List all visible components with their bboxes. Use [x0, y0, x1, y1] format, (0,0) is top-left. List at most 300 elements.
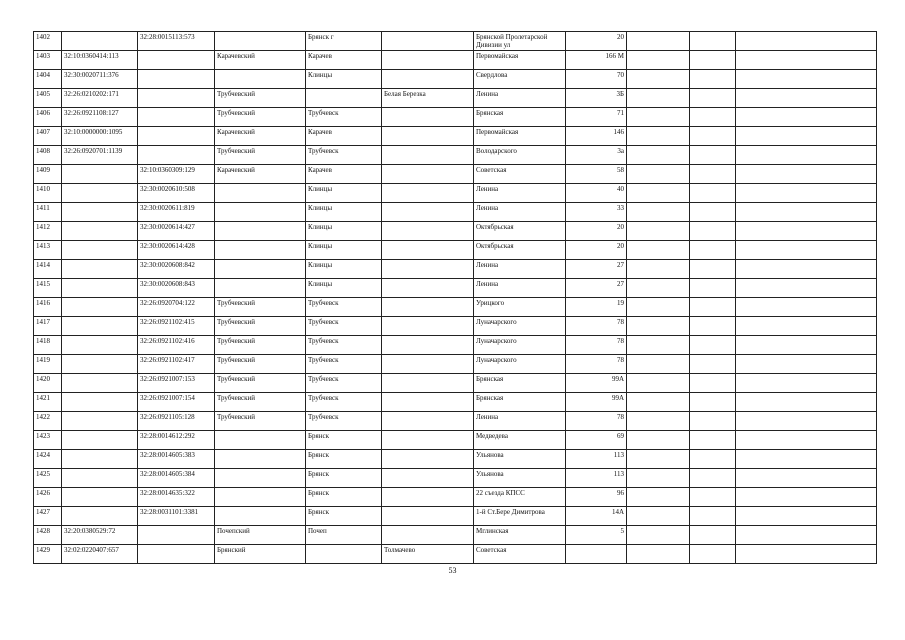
cell-extra-col-2	[690, 374, 736, 393]
cell-settlement	[382, 203, 474, 222]
cell-city: Клинцы	[306, 260, 382, 279]
table-row	[34, 89, 877, 108]
cell-row-number: 1429	[34, 545, 62, 564]
cell-city	[306, 89, 382, 108]
cell-street: Свердлова	[474, 70, 566, 89]
cell-cadastral-number-a	[62, 222, 138, 241]
cell-extra-col-1	[627, 317, 690, 336]
cell-extra-col-2	[690, 431, 736, 450]
cell-cadastral-number-b: 32:28:0014612:292	[138, 431, 215, 450]
cell-house-number: 69	[566, 431, 627, 450]
cell-settlement	[382, 127, 474, 146]
cell-district: Трубчевский	[215, 336, 306, 355]
cell-street: Октябрьская	[474, 222, 566, 241]
cell-extra-col-2	[690, 165, 736, 184]
cell-district: Трубчевский	[215, 89, 306, 108]
cell-city: Брянск	[306, 469, 382, 488]
cell-cadastral-number-b	[138, 526, 215, 545]
cell-extra-col-2	[690, 507, 736, 526]
cell-extra-col-1	[627, 507, 690, 526]
cell-settlement	[382, 355, 474, 374]
cell-extra-col-3	[736, 336, 877, 355]
cell-cadastral-number-b: 32:30:0020614:427	[138, 222, 215, 241]
cell-settlement: Белая Березка	[382, 89, 474, 108]
cell-extra-col-2	[690, 108, 736, 127]
cell-extra-col-2	[690, 203, 736, 222]
cell-row-number: 1410	[34, 184, 62, 203]
cell-street: Брянской Пролетарской Дивизии ул	[474, 32, 566, 51]
cell-extra-col-1	[627, 127, 690, 146]
cell-settlement	[382, 222, 474, 241]
cell-city: Трубчевск	[306, 374, 382, 393]
cell-house-number: 5	[566, 526, 627, 545]
cell-street: Советская	[474, 545, 566, 564]
cell-district: Карачевский	[215, 51, 306, 70]
cell-settlement	[382, 507, 474, 526]
cell-street: Мглинская	[474, 526, 566, 545]
cell-extra-col-3	[736, 431, 877, 450]
cell-extra-col-3	[736, 279, 877, 298]
cell-extra-col-2	[690, 336, 736, 355]
cell-row-number: 1422	[34, 412, 62, 431]
table-row	[34, 317, 877, 336]
cell-street: Луначарского	[474, 336, 566, 355]
cell-row-number: 1420	[34, 374, 62, 393]
cell-extra-col-3	[736, 450, 877, 469]
table-row	[34, 545, 877, 564]
cell-city: Трубчевск	[306, 336, 382, 355]
cell-district	[215, 70, 306, 89]
cell-city: Карачев	[306, 165, 382, 184]
cell-district: Трубчевский	[215, 298, 306, 317]
cell-row-number: 1402	[34, 32, 62, 51]
cell-city: Трубчевск	[306, 108, 382, 127]
cell-street: Брянская	[474, 393, 566, 412]
cell-extra-col-2	[690, 469, 736, 488]
cell-district: Карачевский	[215, 127, 306, 146]
cell-cadastral-number-a: 32:10:0360414:113	[62, 51, 138, 70]
cell-extra-col-1	[627, 298, 690, 317]
cell-cadastral-number-b	[138, 70, 215, 89]
cell-settlement	[382, 108, 474, 127]
cell-district: Почепский	[215, 526, 306, 545]
table-row	[34, 222, 877, 241]
cell-extra-col-2	[690, 412, 736, 431]
cell-extra-col-3	[736, 70, 877, 89]
cell-cadastral-number-b: 32:26:0921007:154	[138, 393, 215, 412]
cell-row-number: 1417	[34, 317, 62, 336]
cell-cadastral-number-a	[62, 279, 138, 298]
cell-house-number: 27	[566, 279, 627, 298]
cell-street: Володарского	[474, 146, 566, 165]
cell-cadastral-number-b	[138, 51, 215, 70]
cell-district: Трубчевский	[215, 374, 306, 393]
cell-city: Карачев	[306, 51, 382, 70]
table-row	[34, 355, 877, 374]
cell-settlement	[382, 184, 474, 203]
cell-cadastral-number-a: 32:02:0220407:657	[62, 545, 138, 564]
cell-settlement: Толмачево	[382, 545, 474, 564]
cell-extra-col-3	[736, 165, 877, 184]
cell-cadastral-number-a	[62, 336, 138, 355]
cell-extra-col-1	[627, 89, 690, 108]
cell-settlement	[382, 431, 474, 450]
cell-cadastral-number-b: 32:30:0020614:428	[138, 241, 215, 260]
cell-cadastral-number-a	[62, 507, 138, 526]
cell-extra-col-1	[627, 260, 690, 279]
table-row	[34, 469, 877, 488]
cell-cadastral-number-a: 32:26:0920701:1139	[62, 146, 138, 165]
cell-row-number: 1407	[34, 127, 62, 146]
cell-district: Трубчевский	[215, 412, 306, 431]
cell-cadastral-number-b: 32:10:0360309:129	[138, 165, 215, 184]
cell-district	[215, 241, 306, 260]
cell-extra-col-1	[627, 108, 690, 127]
cell-house-number: 20	[566, 241, 627, 260]
cell-extra-col-1	[627, 545, 690, 564]
cell-cadastral-number-a: 32:30:0020711:376	[62, 70, 138, 89]
cell-district	[215, 469, 306, 488]
cell-extra-col-1	[627, 355, 690, 374]
cell-extra-col-2	[690, 488, 736, 507]
cell-extra-col-3	[736, 374, 877, 393]
table-row	[34, 279, 877, 298]
cell-cadastral-number-b: 32:30:0020608:843	[138, 279, 215, 298]
cell-extra-col-2	[690, 146, 736, 165]
cell-extra-col-2	[690, 70, 736, 89]
table-row	[34, 184, 877, 203]
cell-house-number: 78	[566, 317, 627, 336]
cell-district	[215, 203, 306, 222]
cell-extra-col-1	[627, 412, 690, 431]
cell-extra-col-1	[627, 203, 690, 222]
cell-extra-col-3	[736, 89, 877, 108]
cell-row-number: 1403	[34, 51, 62, 70]
cell-house-number: 99А	[566, 393, 627, 412]
cell-district: Трубчевский	[215, 355, 306, 374]
cell-city: Клинцы	[306, 279, 382, 298]
cell-row-number: 1413	[34, 241, 62, 260]
cell-city: Трубчевск	[306, 412, 382, 431]
cell-row-number: 1426	[34, 488, 62, 507]
cell-extra-col-3	[736, 298, 877, 317]
cell-city: Трубчевск	[306, 317, 382, 336]
cell-cadastral-number-b: 32:28:0014605:384	[138, 469, 215, 488]
cell-street: Ленина	[474, 203, 566, 222]
cell-cadastral-number-a	[62, 469, 138, 488]
cell-extra-col-1	[627, 51, 690, 70]
cell-district	[215, 260, 306, 279]
cell-house-number: 166 М	[566, 51, 627, 70]
cell-row-number: 1419	[34, 355, 62, 374]
cell-street: Ленина	[474, 412, 566, 431]
cell-house-number: 78	[566, 336, 627, 355]
table-row	[34, 507, 877, 526]
cell-settlement	[382, 70, 474, 89]
cell-cadastral-number-a	[62, 241, 138, 260]
cell-settlement	[382, 488, 474, 507]
cell-house-number: 78	[566, 355, 627, 374]
cell-row-number: 1415	[34, 279, 62, 298]
cell-city: Клинцы	[306, 70, 382, 89]
cell-row-number: 1412	[34, 222, 62, 241]
cell-district: Брянский	[215, 545, 306, 564]
cell-city: Карачев	[306, 127, 382, 146]
cell-extra-col-1	[627, 393, 690, 412]
table-row	[34, 127, 877, 146]
cell-street: Октябрьская	[474, 241, 566, 260]
table-row	[34, 260, 877, 279]
cell-extra-col-2	[690, 393, 736, 412]
cell-extra-col-2	[690, 127, 736, 146]
cell-extra-col-2	[690, 89, 736, 108]
cell-cadastral-number-a: 32:20:0380529:72	[62, 526, 138, 545]
cell-cadastral-number-a	[62, 317, 138, 336]
cell-row-number: 1409	[34, 165, 62, 184]
cell-cadastral-number-b: 32:30:0020610:508	[138, 184, 215, 203]
cell-cadastral-number-a	[62, 184, 138, 203]
cell-house-number: 27	[566, 260, 627, 279]
cell-settlement	[382, 298, 474, 317]
table-row	[34, 241, 877, 260]
cell-street: Первомайская	[474, 51, 566, 70]
cell-street: Советская	[474, 165, 566, 184]
cell-house-number: 71	[566, 108, 627, 127]
cell-street: Ленина	[474, 184, 566, 203]
cell-settlement	[382, 469, 474, 488]
cell-cadastral-number-b	[138, 127, 215, 146]
cell-extra-col-1	[627, 431, 690, 450]
cell-extra-col-1	[627, 32, 690, 51]
cell-extra-col-3	[736, 108, 877, 127]
cell-city: Трубчевск	[306, 393, 382, 412]
cell-house-number: 70	[566, 70, 627, 89]
cell-extra-col-1	[627, 241, 690, 260]
cell-city: Клинцы	[306, 241, 382, 260]
table-row	[34, 374, 877, 393]
cell-district: Трубчевский	[215, 108, 306, 127]
cell-street: 22 съезда КПСС	[474, 488, 566, 507]
cell-extra-col-2	[690, 526, 736, 545]
cell-settlement	[382, 374, 474, 393]
cell-city: Клинцы	[306, 203, 382, 222]
cell-row-number: 1424	[34, 450, 62, 469]
cell-city: Клинцы	[306, 184, 382, 203]
cell-cadastral-number-b: 32:26:0921007:153	[138, 374, 215, 393]
cell-house-number: 20	[566, 32, 627, 51]
table-row	[34, 51, 877, 70]
cell-cadastral-number-b	[138, 89, 215, 108]
cell-house-number: 58	[566, 165, 627, 184]
cell-settlement	[382, 279, 474, 298]
cell-city: Почеп	[306, 526, 382, 545]
cell-extra-col-3	[736, 51, 877, 70]
cell-cadastral-number-a	[62, 260, 138, 279]
cell-street: Ленина	[474, 89, 566, 108]
cell-cadastral-number-b: 32:28:0015113:573	[138, 32, 215, 51]
table-row	[34, 146, 877, 165]
cell-row-number: 1404	[34, 70, 62, 89]
cell-house-number: 14А	[566, 507, 627, 526]
table-row	[34, 450, 877, 469]
cell-extra-col-3	[736, 488, 877, 507]
table-row	[34, 488, 877, 507]
cell-city: Трубчевск	[306, 146, 382, 165]
cell-house-number: 3а	[566, 146, 627, 165]
cell-cadastral-number-b	[138, 108, 215, 127]
cell-cadastral-number-b	[138, 545, 215, 564]
cell-extra-col-1	[627, 146, 690, 165]
register-table	[33, 31, 877, 564]
cell-house-number: 3Б	[566, 89, 627, 108]
cell-row-number: 1421	[34, 393, 62, 412]
cell-house-number	[566, 545, 627, 564]
cell-house-number: 99А	[566, 374, 627, 393]
cell-row-number: 1408	[34, 146, 62, 165]
cell-settlement	[382, 241, 474, 260]
cell-settlement	[382, 317, 474, 336]
cell-district: Трубчевский	[215, 317, 306, 336]
cell-extra-col-3	[736, 393, 877, 412]
cell-extra-col-3	[736, 507, 877, 526]
cell-cadastral-number-a	[62, 165, 138, 184]
cell-extra-col-1	[627, 165, 690, 184]
cell-cadastral-number-a	[62, 203, 138, 222]
table-row	[34, 165, 877, 184]
cell-city: Брянск	[306, 507, 382, 526]
cell-cadastral-number-a	[62, 355, 138, 374]
cell-settlement	[382, 32, 474, 51]
cell-district	[215, 431, 306, 450]
cell-district	[215, 488, 306, 507]
cell-extra-col-2	[690, 298, 736, 317]
cell-cadastral-number-a	[62, 32, 138, 51]
table-row	[34, 32, 877, 51]
cell-cadastral-number-b: 32:26:0921105:128	[138, 412, 215, 431]
cell-district: Трубчевский	[215, 393, 306, 412]
cell-city: Клинцы	[306, 222, 382, 241]
cell-city: Брянск	[306, 431, 382, 450]
cell-extra-col-3	[736, 545, 877, 564]
cell-settlement	[382, 450, 474, 469]
cell-settlement	[382, 146, 474, 165]
cell-extra-col-3	[736, 127, 877, 146]
cell-extra-col-3	[736, 260, 877, 279]
cell-street: Брянская	[474, 108, 566, 127]
cell-extra-col-2	[690, 260, 736, 279]
cell-district: Трубчевский	[215, 146, 306, 165]
cell-cadastral-number-b: 32:26:0920704:122	[138, 298, 215, 317]
table-row	[34, 431, 877, 450]
cell-cadastral-number-a	[62, 412, 138, 431]
cell-cadastral-number-b: 32:30:0020608:842	[138, 260, 215, 279]
cell-row-number: 1405	[34, 89, 62, 108]
cell-row-number: 1427	[34, 507, 62, 526]
cell-extra-col-2	[690, 241, 736, 260]
cell-extra-col-3	[736, 412, 877, 431]
cell-cadastral-number-b: 32:26:0921102:416	[138, 336, 215, 355]
cell-extra-col-1	[627, 526, 690, 545]
cell-extra-col-2	[690, 545, 736, 564]
cell-extra-col-1	[627, 279, 690, 298]
cell-district	[215, 184, 306, 203]
cell-extra-col-3	[736, 526, 877, 545]
cell-cadastral-number-a: 32:10:0000000:1095	[62, 127, 138, 146]
cell-city: Брянск	[306, 450, 382, 469]
cell-cadastral-number-b: 32:28:0014605:383	[138, 450, 215, 469]
cell-extra-col-3	[736, 317, 877, 336]
cell-extra-col-3	[736, 32, 877, 51]
cell-extra-col-2	[690, 279, 736, 298]
cell-cadastral-number-a	[62, 450, 138, 469]
cell-row-number: 1406	[34, 108, 62, 127]
cell-extra-col-3	[736, 146, 877, 165]
cell-cadastral-number-b: 32:28:0031101:3381	[138, 507, 215, 526]
cell-house-number: 146	[566, 127, 627, 146]
cell-street: Ульянова	[474, 469, 566, 488]
cell-city: Брянск г	[306, 32, 382, 51]
cell-row-number: 1414	[34, 260, 62, 279]
cell-extra-col-2	[690, 32, 736, 51]
cell-row-number: 1428	[34, 526, 62, 545]
cell-house-number: 113	[566, 450, 627, 469]
cell-city: Трубчевск	[306, 355, 382, 374]
cell-extra-col-1	[627, 222, 690, 241]
cell-street: Брянская	[474, 374, 566, 393]
cell-street: Первомайская	[474, 127, 566, 146]
cell-extra-col-2	[690, 355, 736, 374]
table-row	[34, 108, 877, 127]
cell-extra-col-3	[736, 203, 877, 222]
cell-street: Ульянова	[474, 450, 566, 469]
cell-settlement	[382, 336, 474, 355]
cell-house-number: 96	[566, 488, 627, 507]
cell-cadastral-number-a	[62, 374, 138, 393]
cell-district	[215, 222, 306, 241]
table-row	[34, 298, 877, 317]
cell-street: Медведева	[474, 431, 566, 450]
cell-extra-col-1	[627, 336, 690, 355]
cell-extra-col-2	[690, 317, 736, 336]
cell-row-number: 1416	[34, 298, 62, 317]
cell-extra-col-1	[627, 469, 690, 488]
cell-extra-col-2	[690, 184, 736, 203]
cell-extra-col-3	[736, 222, 877, 241]
cell-city: Брянск	[306, 488, 382, 507]
cell-extra-col-3	[736, 469, 877, 488]
cell-settlement	[382, 412, 474, 431]
cell-cadastral-number-a	[62, 393, 138, 412]
cell-cadastral-number-b: 32:26:0921102:417	[138, 355, 215, 374]
cell-cadastral-number-a	[62, 298, 138, 317]
cell-extra-col-1	[627, 374, 690, 393]
table-row	[34, 412, 877, 431]
cell-extra-col-2	[690, 450, 736, 469]
page-number: 53	[448, 566, 457, 575]
cell-district: Карачевский	[215, 165, 306, 184]
cell-extra-col-1	[627, 488, 690, 507]
cell-row-number: 1423	[34, 431, 62, 450]
cell-cadastral-number-a: 32:26:0921108:127	[62, 108, 138, 127]
table-row	[34, 203, 877, 222]
cell-settlement	[382, 393, 474, 412]
cell-settlement	[382, 260, 474, 279]
cell-street: Луначарского	[474, 355, 566, 374]
cell-house-number: 33	[566, 203, 627, 222]
cell-row-number: 1425	[34, 469, 62, 488]
cell-cadastral-number-b	[138, 146, 215, 165]
cell-district	[215, 507, 306, 526]
